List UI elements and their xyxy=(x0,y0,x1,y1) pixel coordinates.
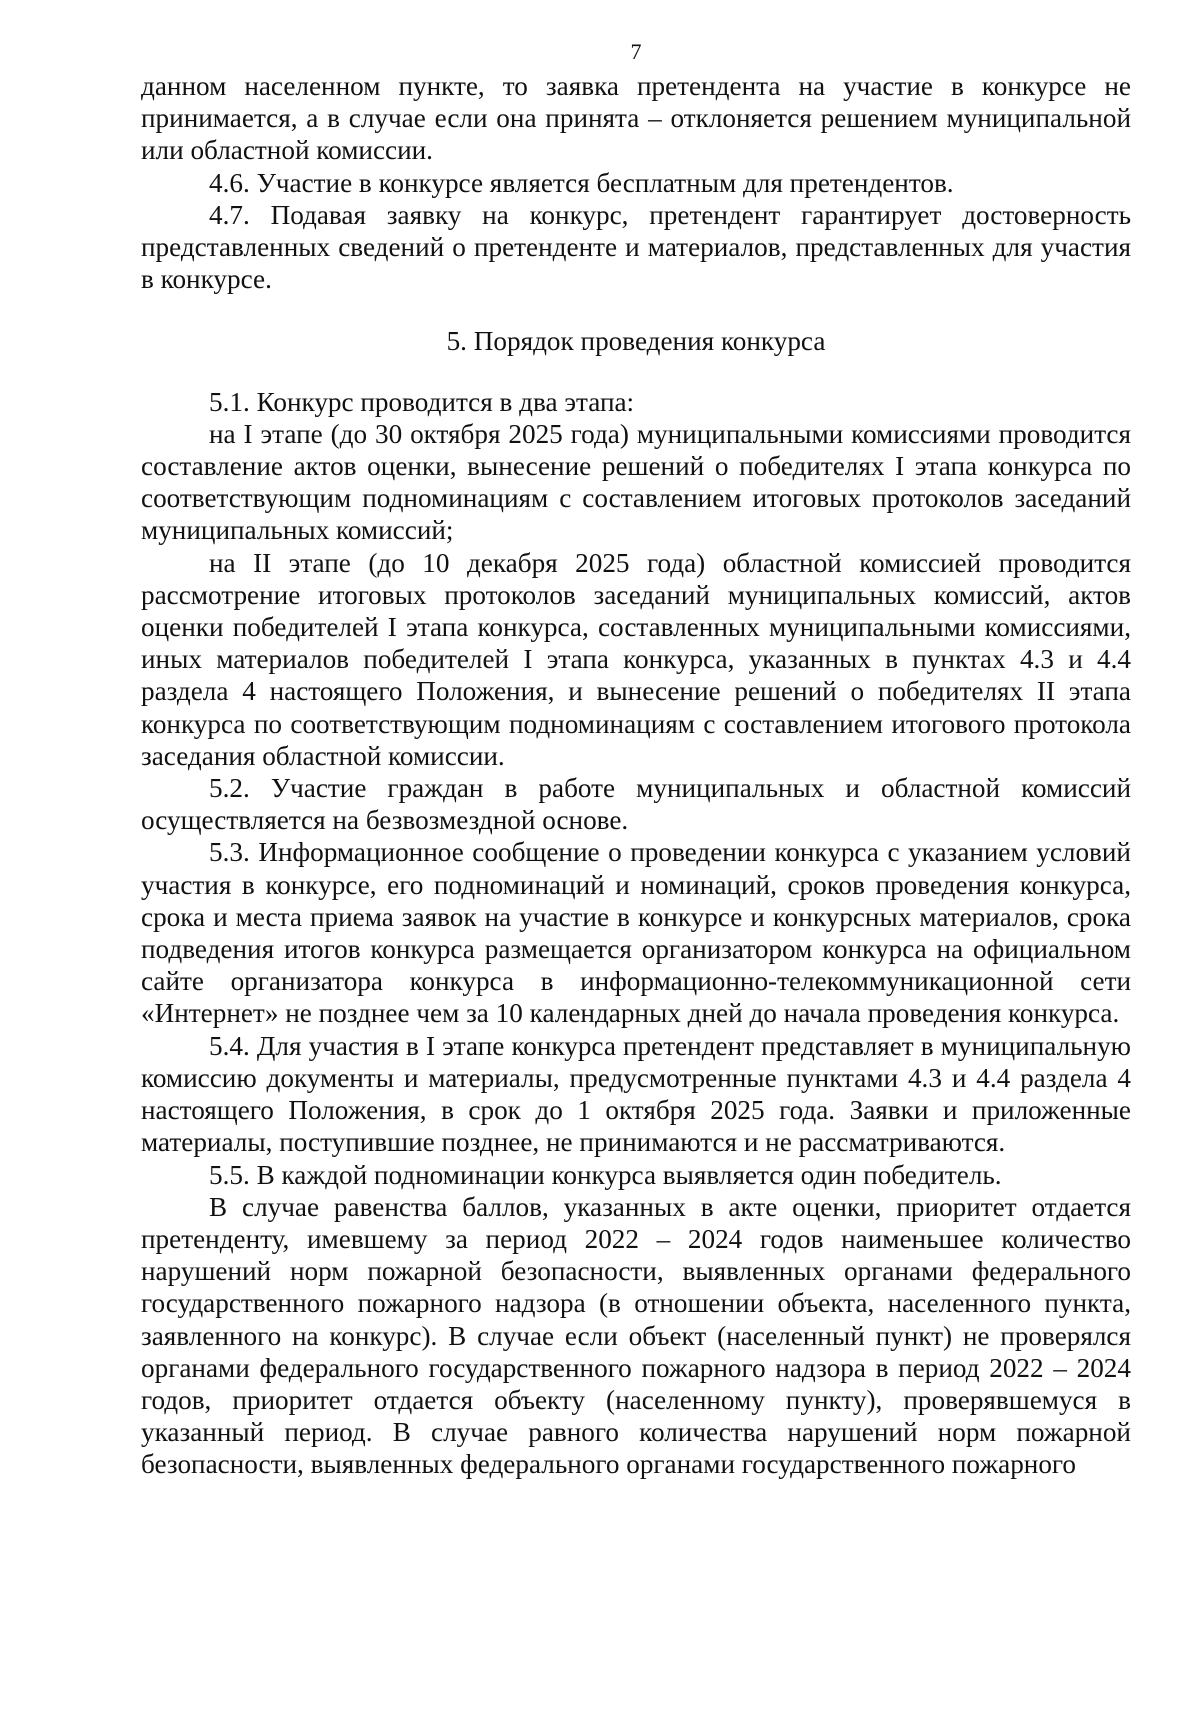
paragraph-continuation: данном населенном пункте, то заявка претендента на участие в конкурсе не принимается, а в случае если она принята – отклоняется решением муниципальной или областной комиссии. xyxy=(141,71,1131,166)
paragraph-5-1-stage-2: на II этапе (до 10 декабря 2025 года) областной комиссией проводится рассмотрение итоговых протоколов заседаний муниципальных комиссий, актов оценки победителей I этапа конкурса, составленных муниципальными комиссиями, иных материалов победителей I этапа конкурса, указанных в пунктах 4.3 и 4.4 раздела 4 настоящего Положения, и вынесение решений о победителях II этапа конкурса по соответствующим подноминациям с составлением итогового протокола заседания областной комиссии. xyxy=(141,547,1131,771)
paragraph-5-4: 5.4. Для участия в I этапе конкурса претендент представляет в муниципальную комиссию документы и материалы, предусмотренные пунктами 4.3 и 4.4 раздела 4 настоящего Положения, в срок до 1 октября 2025 года. Заявки и приложенные материалы, поступившие позднее, не принимаются и не рассматриваются. xyxy=(141,1030,1131,1158)
paragraph-5-5: 5.5. В каждой подноминации конкурса выявляется один победитель. xyxy=(209,1159,1002,1190)
paragraph-5-1: 5.1. Конкурс проводится в два этапа: xyxy=(209,386,635,417)
paragraph-5-3: 5.3. Информационное сообщение о проведении конкурса с указанием условий участия в конкурсе, его подноминаций и номинаций, сроков проведения конкурса, срока и места приема заявок на участие в конкурсе и конкурсных материалов, срока подведения итогов конкурса размещается организатором конкурса на официальном сайте организатора конкурса в информационно-телекоммуникационной сети «Интернет» не позднее чем за 10 календарных дней до начала проведения конкурса. xyxy=(141,837,1131,1029)
paragraph-5-1-stage-1: на I этапе (до 30 октября 2025 года) муниципальными комиссиями проводится составление актов оценки, вынесение решений о победителях I этапа конкурса по соответствующим подноминациям с составлением итоговых протоколов заседаний муниципальных комиссий; xyxy=(141,418,1131,546)
page-number: 7 xyxy=(630,39,642,64)
section-5-title: 5. Порядок проведения конкурса xyxy=(446,326,826,357)
paragraph-4-7: 4.7. Подавая заявку на конкурс, претендент гарантирует достоверность представленных сведений о претенденте и материалов, представленных для участия в конкурсе. xyxy=(141,199,1131,295)
document-page xyxy=(141,38,1131,1481)
paragraph-5-5-tie-rule: В случае равенства баллов, указанных в акте оценки, приоритет отдается претенденту, имевшему за период 2022 – 2024 годов наименьшее количество нарушений норм пожарной безопасности, выявленных органами федерального государственного пожарного надзора (в отношении объекта, населенного пункта, заявленного на конкурс). В случае если объект (населенный пункт) не проверялся органами федерального государственного пожарного надзора в период 2022 – 2024 годов, приоритет отдается объекту (населенному пункту), проверявшемуся в указанный период. В случае равного количества нарушений норм пожарной безопасности, выявленных федерального органами государственного пожарного xyxy=(141,1191,1131,1480)
paragraph-5-2: 5.2. Участие граждан в работе муниципальных и областной комиссий осуществляется на безвозмездной основе. xyxy=(141,773,1131,836)
paragraph-4-6: 4.6. Участие в конкурсе является бесплатным для претендентов. xyxy=(209,167,954,198)
